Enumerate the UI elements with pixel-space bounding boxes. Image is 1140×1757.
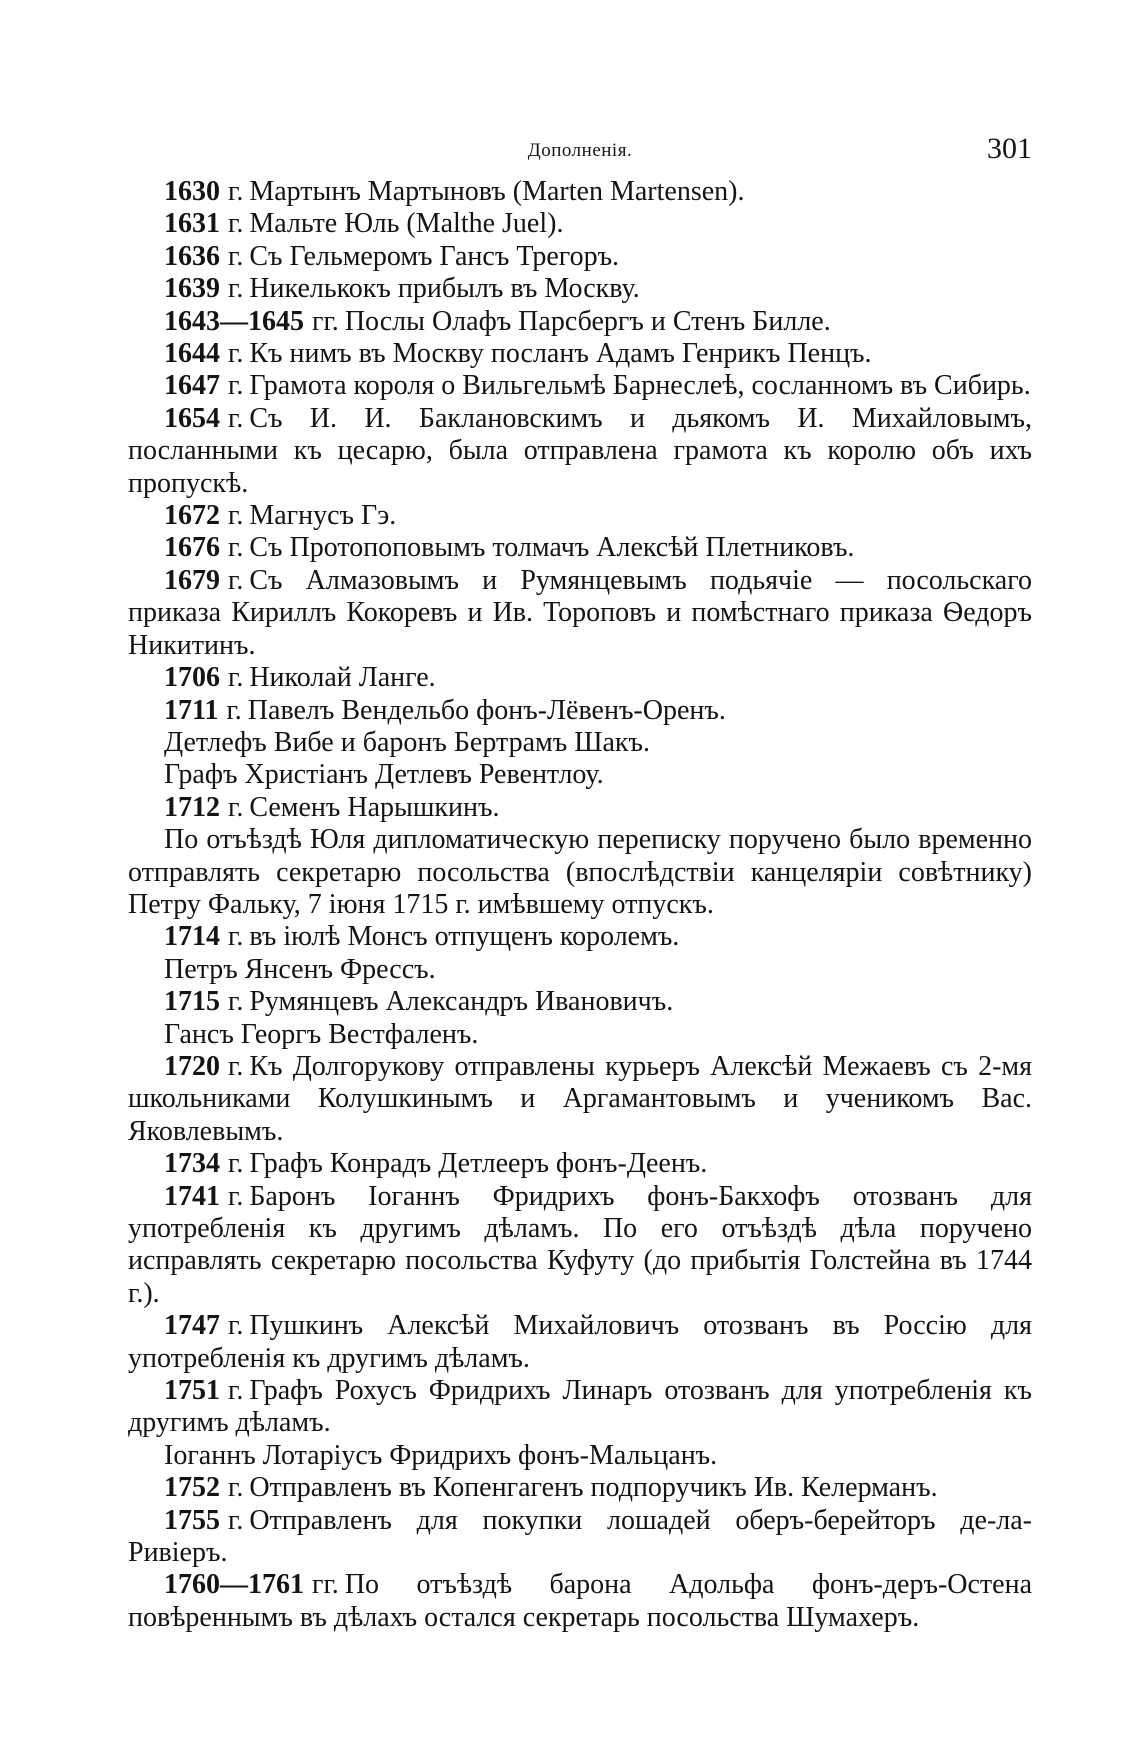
entry-1714-continued bbox=[128, 954, 1032, 986]
entry-1751 bbox=[128, 1375, 1032, 1440]
entry-unit: г. bbox=[228, 921, 244, 953]
entry-text: Магнусъ Гэ. bbox=[249, 500, 397, 532]
entry-1631 bbox=[128, 208, 1032, 240]
entry-unit: г. bbox=[228, 1472, 244, 1504]
entry-year: 1720 bbox=[164, 1050, 220, 1082]
entry-year: 1755 bbox=[164, 1504, 220, 1536]
entry-1643-1645 bbox=[128, 306, 1032, 338]
entry-year: 1712 bbox=[164, 791, 220, 823]
entry-unit: г. bbox=[228, 1504, 244, 1536]
entry-text: Графъ Конрадъ Детлееръ фонъ-Дeенъ. bbox=[249, 1148, 708, 1180]
entry-year: 1676 bbox=[164, 532, 220, 564]
entry-text: Детлефъ Вибе и баронъ Бертрамъ Шакъ. bbox=[164, 726, 650, 758]
entry-text: Мартынъ Мартыновъ (Marten Martensen). bbox=[249, 176, 745, 207]
entry-year: 1647 bbox=[164, 370, 220, 402]
entry-year: 1741 bbox=[164, 1180, 220, 1212]
entry-text: Къ Долгорукову отправлены курьеръ Алексѣй Межаевъ съ 2-мя школьниками Колушкинымъ и Аргамантовымъ и ученикомъ Вас. Яковлевымъ. bbox=[128, 1050, 1032, 1147]
entry-unit: г. bbox=[228, 273, 244, 305]
entry-unit: г. bbox=[226, 694, 242, 726]
entry-unit: г. bbox=[228, 564, 244, 596]
entry-text: Графъ Рохусъ Фридрихъ Линаръ отозванъ для употребленія къ другимъ дѣламъ. bbox=[128, 1375, 1032, 1439]
entry-year: 1714 bbox=[164, 921, 220, 953]
entry-1751-continued bbox=[128, 1440, 1032, 1472]
running-head bbox=[128, 128, 1032, 176]
entry-unit: г. bbox=[228, 986, 244, 1018]
entry-1639 bbox=[128, 273, 1032, 305]
entry-year: 1734 bbox=[164, 1148, 220, 1180]
entry-year: 1711 bbox=[164, 694, 219, 726]
entry-year: 1643—1645 bbox=[164, 305, 304, 337]
entry-text: Николай Ланге. bbox=[249, 662, 436, 694]
book-page bbox=[128, 128, 1032, 1634]
entry-text: Гансъ Георгъ Вестфаленъ. bbox=[164, 1018, 479, 1050]
entry-year: 1672 bbox=[164, 500, 220, 532]
entry-1706 bbox=[128, 662, 1032, 694]
entry-text: Павелъ Вендельбо фонъ-Лёвенъ-Оренъ. bbox=[247, 694, 726, 726]
entry-year: 1636 bbox=[164, 240, 220, 272]
entry-unit: г. bbox=[228, 370, 244, 402]
entry-year: 1630 bbox=[164, 176, 220, 207]
entry-unit: гг. bbox=[312, 305, 339, 337]
entry-text: Петръ Янсенъ Фрессъ. bbox=[164, 953, 436, 985]
entry-unit: г. bbox=[228, 402, 244, 434]
entry-year: 1706 bbox=[164, 662, 220, 694]
entry-year: 1644 bbox=[164, 338, 220, 370]
entry-1636 bbox=[128, 241, 1032, 273]
entry-text: Отправленъ для покупки лошадей оберъ-берейторъ де-ла-Ривіеръ. bbox=[128, 1504, 1032, 1569]
entry-year: 1747 bbox=[164, 1310, 220, 1342]
entry-text: Семенъ Нарышкинъ. bbox=[249, 791, 500, 823]
entry-year: 1679 bbox=[164, 564, 220, 596]
entry-text: Пушкинъ Алексѣй Михайловичъ отозванъ въ Россію для употребленія къ другимъ дѣламъ. bbox=[128, 1310, 1032, 1374]
entry-text: Съ Гельмеромъ Гансъ Трегоръ. bbox=[249, 240, 620, 272]
entry-year: 1760—1761 bbox=[164, 1569, 304, 1601]
entry-text: Послы Олафъ Парсбергъ и Стенъ Билле. bbox=[344, 305, 831, 337]
entry-unit: г. bbox=[228, 208, 244, 240]
entry-1654 bbox=[128, 403, 1032, 500]
entry-unit: г. bbox=[228, 1375, 244, 1407]
entry-text: Никелькокъ прибылъ въ Москву. bbox=[249, 273, 640, 305]
entry-1644 bbox=[128, 338, 1032, 370]
entry-text: Отправленъ въ Копенгагенъ подпоручикъ Ив. Келерманъ. bbox=[249, 1472, 938, 1504]
entry-unit: г. bbox=[228, 1180, 244, 1212]
entry-text: Румянцевъ Александръ Ивановичъ. bbox=[249, 986, 674, 1018]
entry-1711 bbox=[128, 695, 1032, 727]
entry-1630 bbox=[128, 176, 1032, 208]
entry-unit: г. bbox=[228, 532, 244, 564]
entry-text: Графъ Христіанъ Детлевъ Ревентлоу. bbox=[164, 759, 604, 791]
entry-year: 1639 bbox=[164, 273, 220, 305]
entry-1676 bbox=[128, 532, 1032, 564]
entry-text: Къ нимъ въ Москву посланъ Адамъ Генрикъ Пенцъ. bbox=[249, 338, 872, 370]
entry-1752 bbox=[128, 1472, 1032, 1504]
entry-1712 bbox=[128, 792, 1032, 824]
entry-unit: гг. bbox=[312, 1569, 339, 1601]
entry-text: Баронъ Іоганнъ Фридрихъ фонъ-Бакхофъ отозванъ для употребленія къ другимъ дѣламъ. По его отъѣздѣ дѣла поручено исправлять секретарю посольства Куфуту (до прибытія Голстейна въ 1744 г.). bbox=[128, 1180, 1032, 1309]
entry-1741 bbox=[128, 1181, 1032, 1311]
entry-1647 bbox=[128, 370, 1032, 402]
entry-1755 bbox=[128, 1505, 1032, 1570]
entry-text: Съ Алмазовымъ и Румянцевымъ подьячіе — посольскаго приказа Кириллъ Кокоревъ и Ив. Тороповъ и помѣстнаго приказа Ѳедоръ Никитинъ. bbox=[128, 564, 1032, 661]
entry-text: Грамота короля о Вильгельмѣ Барнеслеѣ, сосланномъ въ Сибирь. bbox=[249, 370, 1031, 402]
entry-text: Мальте Юль (Malthe Juel). bbox=[249, 208, 564, 240]
entry-1734 bbox=[128, 1148, 1032, 1180]
entry-unit: г. bbox=[228, 1310, 244, 1342]
entry-year: 1752 bbox=[164, 1472, 220, 1504]
entry-1715-continued bbox=[128, 1019, 1032, 1051]
running-title: Дополненія. bbox=[527, 140, 633, 161]
entry-1714 bbox=[128, 921, 1032, 953]
entry-unit: г. bbox=[228, 500, 244, 532]
page-number: 301 bbox=[987, 132, 1032, 165]
entry-text: Съ И. И. Баклановскимъ и дьякомъ И. Михайловымъ, посланными къ цесарю, была отправлена грамота къ королю объ ихъ пропускѣ. bbox=[128, 402, 1032, 499]
entry-year: 1715 bbox=[164, 986, 220, 1018]
entry-unit: г. bbox=[228, 662, 244, 694]
chronology-list bbox=[128, 176, 1032, 1634]
entry-unit: г. bbox=[228, 176, 244, 207]
entry-1711-continued-a bbox=[128, 727, 1032, 759]
entry-year: 1751 bbox=[164, 1375, 220, 1407]
entry-1712-note bbox=[128, 824, 1032, 921]
entry-unit: г. bbox=[228, 1050, 244, 1082]
entry-text: Іоганнъ Лотаріусъ Фридрихъ фонъ-Мальцанъ. bbox=[164, 1439, 718, 1471]
entry-1715 bbox=[128, 986, 1032, 1018]
entry-1760-1761 bbox=[128, 1569, 1032, 1634]
entry-year: 1654 bbox=[164, 402, 220, 434]
entry-year: 1631 bbox=[164, 208, 220, 240]
entry-unit: г. bbox=[228, 791, 244, 823]
entry-1747 bbox=[128, 1310, 1032, 1375]
entry-unit: г. bbox=[228, 1148, 244, 1180]
entry-text: Съ Протопоповымъ толмачъ Алексѣй Плетниковъ. bbox=[249, 532, 855, 564]
entry-1679 bbox=[128, 565, 1032, 662]
entry-unit: г. bbox=[228, 338, 244, 370]
entry-1672 bbox=[128, 500, 1032, 532]
entry-1720 bbox=[128, 1051, 1032, 1148]
entry-text: По отъѣздѣ Юля дипломатическую переписку поручено было временно отправлять секретарю посольства (впослѣдствіи канцеляріи совѣтнику) Петру Фальку, 7 іюня 1715 г. имѣвшему отпускъ. bbox=[128, 824, 1032, 920]
entry-text: въ іюлѣ Монсъ отпущенъ королемъ. bbox=[249, 921, 680, 953]
entry-unit: г. bbox=[228, 240, 244, 272]
entry-1711-continued-b bbox=[128, 759, 1032, 791]
entry-text: По отъѣздѣ барона Адольфа фонъ-деръ-Остена повѣреннымъ въ дѣлахъ остался секретарь посольства Шумахеръ. bbox=[128, 1569, 1032, 1633]
